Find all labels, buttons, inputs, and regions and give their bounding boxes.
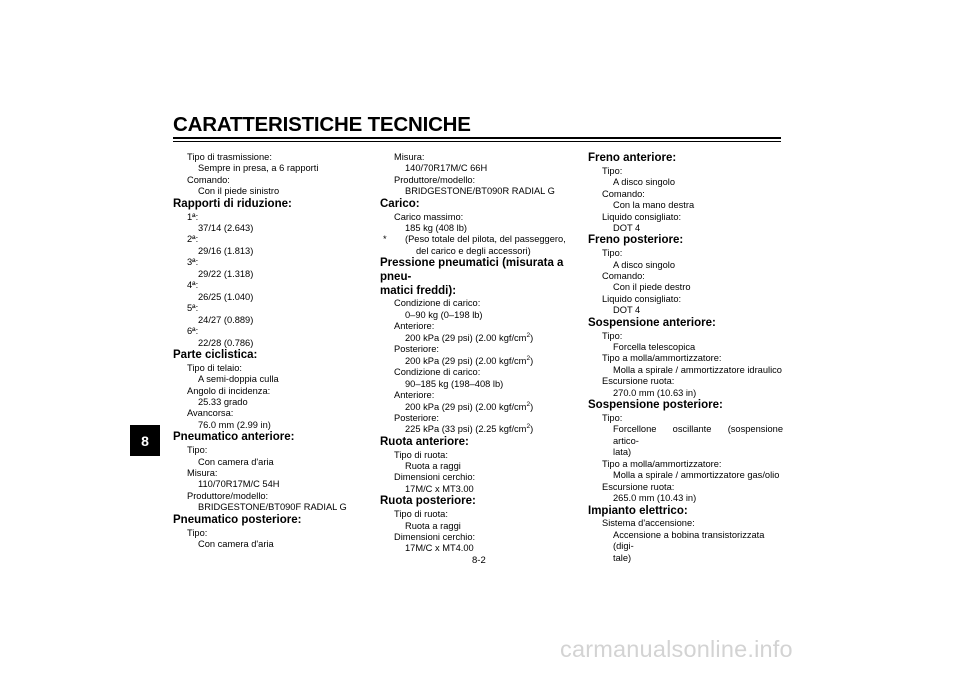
spec-label: Tipo a molla/ammortizzatore: [602,458,722,469]
section-heading-pneumatico-posteriore: Pneumatico posteriore: [173,513,302,526]
spec-value: 265.0 mm (10.43 in) [613,493,697,504]
spec-label: Produttore/modello: [187,490,269,501]
spec-value: DOT 4 [613,305,641,316]
column-right [588,152,783,564]
spec-label: Liquido consigliato: [602,211,682,222]
gear-label: 4ª: [187,280,199,291]
spec-label: Posteriore: [394,344,439,355]
section-heading-carico: Carico: [380,197,420,210]
spec-label: Escursione ruota: [602,481,675,492]
spec-label: Avancorsa: [187,408,234,419]
spec-label: Tipo di trasmissione: [187,152,272,162]
watermark: carmanualsonline.info [560,636,793,662]
spec-label: Comando: [187,174,230,185]
superscript: 2 [526,400,531,408]
gear-value: 37/14 (2.643) [198,222,254,233]
superscript: 2 [526,354,531,362]
section-heading-rapporti: Rapporti di riduzione: [173,197,292,210]
page-number: 8-2 [472,555,486,566]
spec-value: A disco singolo [613,177,676,188]
spec-label: Tipo: [602,165,623,176]
column-left [173,152,366,550]
spec-value: 270.0 mm (10.63 in) [613,387,697,398]
spec-label: Dimensioni cerchio: [394,532,476,542]
title-rule-thin [173,141,781,142]
spec-value: 110/70R17M/C 54H [198,479,280,490]
spec-value: 140/70R17M/C 66H [405,163,488,174]
spec-value: Con il piede destro [613,282,691,293]
spec-value: BRIDGESTONE/BT090F RADIAL G [198,502,347,513]
spec-label: Comando: [602,188,645,199]
spec-label: Misura: [187,467,218,478]
spec-label: Tipo: [187,445,208,456]
spec-label: Produttore/modello: [394,174,476,185]
gear-label: 5ª: [187,303,199,314]
spec-label: Posteriore: [394,412,439,423]
spec-value: Con camera d'aria [198,456,274,467]
pressure-value [383,356,579,367]
title-rule-thick [173,137,781,139]
gear-label: 6ª: [187,326,199,337]
heading-line: Pressione pneumatici (misurata a pneu- [380,257,564,284]
spec-value: Sempre in presa, a 6 rapporti [198,163,319,174]
gear-label: 2ª: [187,234,199,245]
footnote-asterisk: * [383,234,387,245]
spec-label: Misura: [394,152,425,162]
gear-value: 24/27 (0.889) [198,314,254,325]
spec-value: Molla a spirale / ammortizzatore gas/olio [613,470,780,481]
spec-label: Tipo di ruota: [394,449,448,460]
footnote-text: (Peso totale del pilota, del passeggero, del carico e degli accessori) [405,234,566,256]
pressure-text: 200 kPa (29 psi) (2.00 kgf/cm [405,332,527,343]
spec-label: Tipo di ruota: [394,509,448,520]
spec-label: Escursione ruota: [602,376,675,387]
spec-label: Dimensioni cerchio: [394,472,476,483]
section-heading-ciclistica: Parte ciclistica: [173,348,258,361]
spec-value: 17M/C x MT4.00 [405,543,474,554]
pressure-value [383,402,579,413]
page-title: CARATTERISTICHE TECNICHE [173,113,471,136]
spec-label: Condizione di carico: [394,367,481,378]
spec-value: Forcellone oscillante (sospensione artico- [613,424,783,446]
chapter-tab: 8 [130,425,160,456]
spec-value: 76.0 mm (2.99 in) [198,419,271,430]
spec-label: Tipo di telaio: [187,362,242,373]
gear-value: 22/28 (0.786) [198,337,254,348]
spec-value: A semi-doppia culla [198,374,279,385]
close-paren: ) [530,424,534,435]
close-paren: ) [530,355,534,366]
spec-label: Tipo: [187,527,208,538]
pressure-value [383,333,579,344]
spec-value: Con camera d'aria [198,538,274,549]
spec-label: Carico massimo: [394,211,464,222]
spec-value: Molla a spirale / ammortizzatore idraulico [613,364,782,375]
section-heading-sospensione-posteriore: Sospensione posteriore: [588,399,723,412]
gear-label: 3ª: [187,257,199,268]
gear-value: 29/16 (1.813) [198,245,254,256]
spec-value: Ruota a raggi [405,520,461,531]
spec-label: Anteriore: [394,390,435,401]
spec-label: Angolo di incidenza: [187,385,271,396]
gear-value: 26/25 (1.040) [198,291,254,302]
spec-value: 185 kg (408 lb) [405,222,468,233]
pressure-text: 225 kPa (33 psi) (2.25 kgf/cm [405,424,527,435]
spec-value: DOT 4 [613,222,641,233]
pressure-value [383,424,579,435]
spec-label: Condizione di carico: [394,298,481,309]
section-heading-pressione [380,257,579,298]
spec-value: BRIDGESTONE/BT090R RADIAL G [405,186,555,197]
spec-value: Con la mano destra [613,200,695,211]
pressure-text: 200 kPa (29 psi) (2.00 kgf/cm [405,355,527,366]
pressure-text: 200 kPa (29 psi) (2.00 kgf/cm [405,401,527,412]
heading-line: matici freddi): [380,284,457,297]
spec-value: 90–185 kg (198–408 lb) [405,378,504,389]
section-heading-ruota-posteriore: Ruota posteriore: [380,495,476,508]
section-heading-impianto-elettrico: Impianto elettrico: [588,504,688,517]
spec-label: Sistema d'accensione: [602,518,695,529]
spec-value-continued: tale) [613,552,632,563]
spec-label: Tipo a molla/ammortizzatore: [602,353,722,364]
spec-label: Tipo: [602,412,623,423]
spec-value: 0–90 kg (0–198 lb) [405,309,483,320]
spec-value: A disco singolo [613,259,676,270]
section-heading-pneumatico-anteriore: Pneumatico anteriore: [173,431,295,444]
spec-label: Tipo: [602,248,623,259]
spec-label: Tipo: [602,330,623,341]
section-heading-ruota-anteriore: Ruota anteriore: [380,435,469,448]
section-heading-freno-anteriore: Freno anteriore: [588,152,677,164]
section-heading-freno-posteriore: Freno posteriore: [588,234,684,247]
spec-value: Forcella telescopica [613,342,696,352]
spec-value: Ruota a raggi [405,461,461,472]
gear-label: 1ª: [187,211,199,222]
spec-label: Liquido consigliato: [602,293,682,304]
superscript: 2 [526,331,531,339]
spec-label: Anteriore: [394,321,435,332]
superscript: 2 [526,423,531,431]
spec-value: Accensione a bobina transistorizzata (digi- [613,529,765,552]
footnote [383,234,579,257]
gear-value: 29/22 (1.318) [198,268,254,279]
close-paren: ) [530,332,534,343]
spec-value: 25.33 grado [198,397,248,408]
spec-value: Con il piede sinistro [198,186,280,197]
section-heading-sospensione-anteriore: Sospensione anteriore: [588,316,716,329]
spec-value: 17M/C x MT3.00 [405,483,474,494]
close-paren: ) [530,401,534,412]
column-middle [380,152,579,555]
spec-value-continued: lata) [613,447,632,458]
spec-label: Comando: [602,271,645,282]
